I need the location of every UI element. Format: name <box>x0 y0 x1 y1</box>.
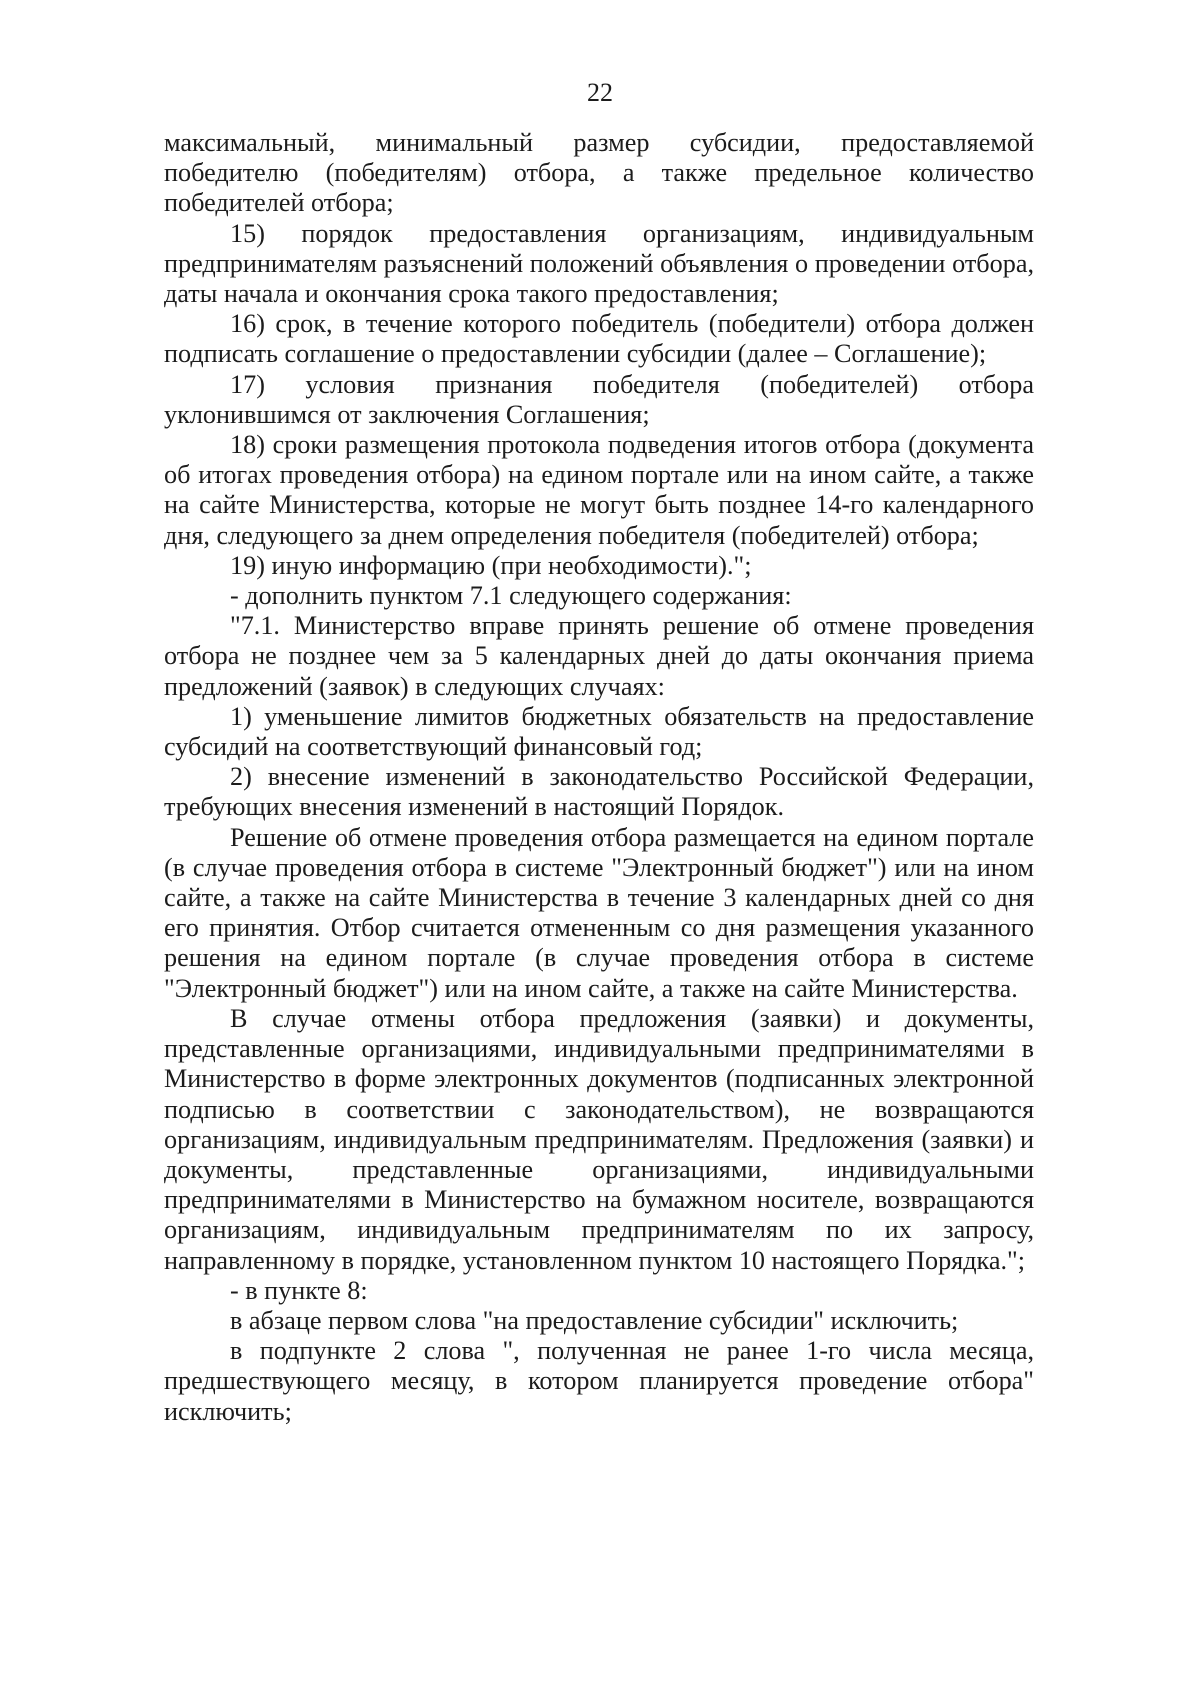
paragraph-item-17: 17) условия признания победителя (победителей) отбора уклонившимся от заключения Соглашения; <box>164 369 1034 429</box>
paragraph-case-1: 1) уменьшение лимитов бюджетных обязательств на предоставление субсидий на соответствующий финансовый год; <box>164 701 1034 762</box>
paragraph-case-2: 2) внесение изменений в законодательство Российской Федерации, требующих внесения изменений в настоящий Порядок. <box>164 762 1034 822</box>
paragraph-point-8-intro: - в пункте 8: <box>230 1275 368 1305</box>
paragraph-amendment-7-1-intro: - дополнить пунктом 7.1 следующего содержания: <box>230 581 792 611</box>
document-body <box>164 128 1034 1427</box>
paragraph-item-15: 15) порядок предоставления организациям, индивидуальным предпринимателям разъяснений положений объявления о проведении отбора, даты начала и окончания срока такого предоставления; <box>164 218 1034 309</box>
paragraph-cancellation-documents: В случае отмены отбора предложения (заявки) и документы, представленные организациями, индивидуальными предпринимателями в Министерство в форме электронных документов (подписанных электронной подписью в соответствии с законодательством), не возвращаются организациям, индивидуальным предпринимателям. Предложения (заявки) и документы, представленные организациями, индивидуальными предпринимателями в Министерство на бумажном носителе, возвращаются организациям, индивидуальным предпринимателям по их запросу, направленному в порядке, установленном пунктом 10 настоящего Порядка."; <box>164 1003 1034 1275</box>
paragraph-continuation: максимальный, минимальный размер субсидии, предоставляемой победителю (победителям) отбора, а также предельное количество победителей отбора; <box>164 128 1034 218</box>
paragraph-clause-7-1: "7.1. Министерство вправе принять решение об отмене проведения отбора не позднее чем за 5 календарных дней до даты окончания приема предложений (заявок) в следующих случаях: <box>164 611 1034 701</box>
paragraph-point-8-subpoint-2: в подпункте 2 слова ", полученная не ранее 1-го числа месяца, предшествующего месяцу, в котором планируется проведение отбора" исключить; <box>164 1336 1034 1426</box>
paragraph-item-18: 18) сроки размещения протокола подведения итогов отбора (документа об итогах проведения отбора) на едином портале или на ином сайте, а также на сайте Министерства, которые не могут быть позднее 14-го календарного дня, следующего за днем определения победителя (победителей) отбора; <box>164 430 1034 550</box>
paragraph-cancellation-decision: Решение об отмене проведения отбора размещается на едином портале (в случае проведения отбора в системе "Электронный бюджет") или на ином сайте, а также на сайте Министерства в течение 3 календарных дней со дня его принятия. Отбор считается отмененным со дня размещения указанного решения на едином портале (в случае проведения отбора в системе "Электронный бюджет") или на ином сайте, а также на сайте Министерства. <box>164 822 1034 1003</box>
page-number: 22 <box>587 78 613 107</box>
paragraph-point-8-first-abzats: в абзаце первом слова "на предоставление субсидии" исключить; <box>230 1305 959 1335</box>
paragraph-item-19: 19) иную информацию (при необходимости)."; <box>230 550 752 580</box>
paragraph-item-16: 16) срок, в течение которого победитель (победители) отбора должен подписать соглашение о предоставлении субсидии (далее – Соглашение); <box>164 309 1034 369</box>
